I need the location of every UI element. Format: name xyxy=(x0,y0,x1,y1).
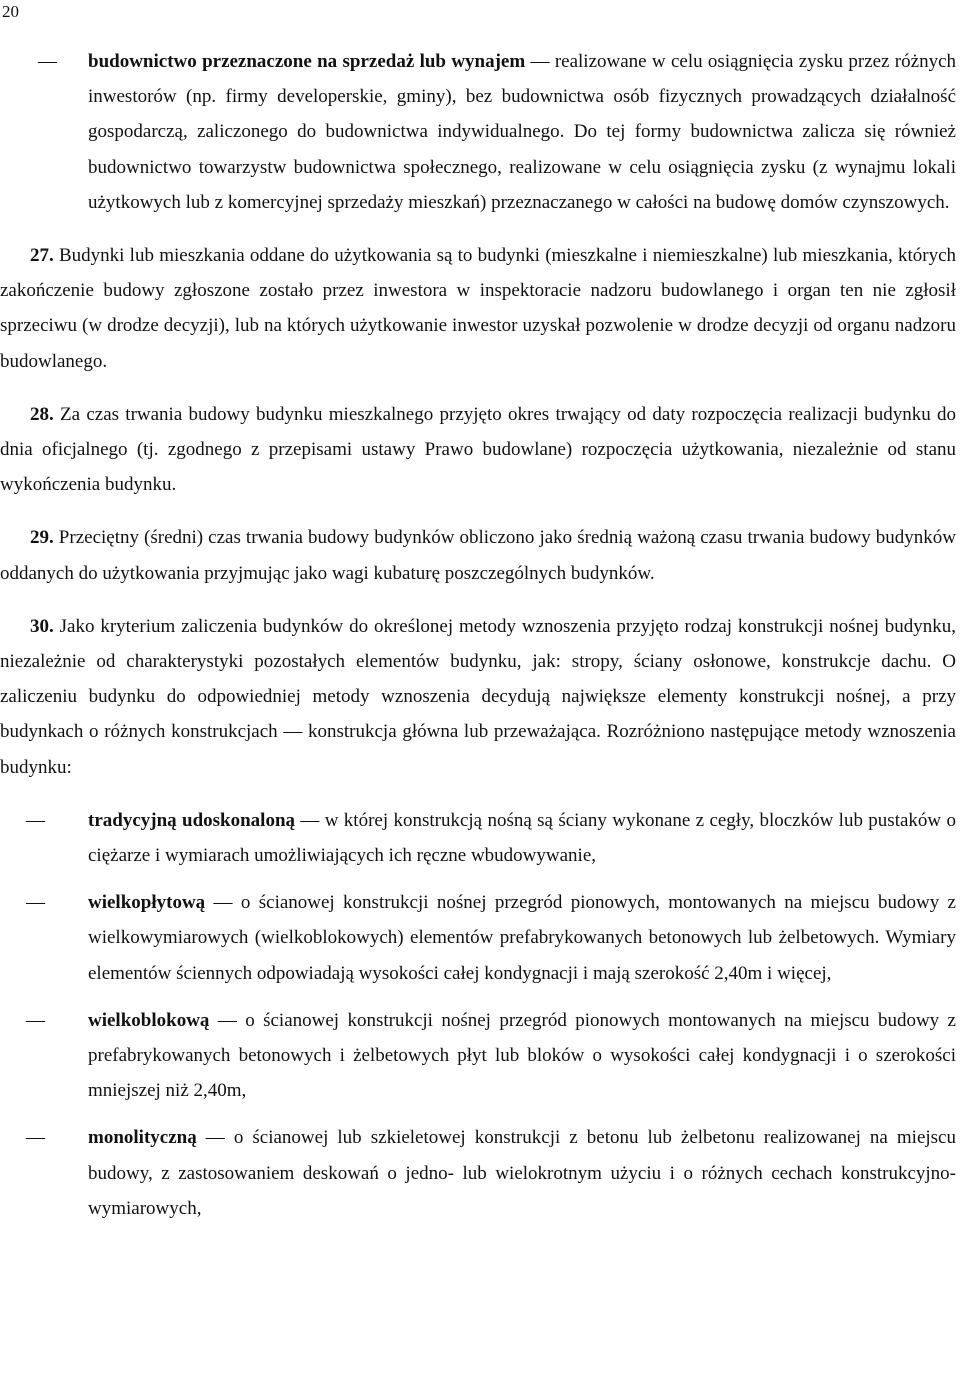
method-text: — o ścianowej konstrukcji nośnej przegród pionowych montowanych na miejscu budowy z prefabrykowanych betonowych i żelbetowych płyt lub bloków o wysokości całej kondygnacji i o szerokości mniejszej niż 2,40m, xyxy=(88,1009,956,1102)
method-term: tradycyjną udoskonaloną xyxy=(88,809,296,831)
paragraph-30 xyxy=(0,609,956,785)
em-dash-bullet: — xyxy=(26,1127,45,1149)
paragraph-27 xyxy=(0,238,956,379)
intro-list-item xyxy=(0,44,956,220)
paragraph-text: Jako kryterium zaliczenia budynków do określonej metody wznoszenia przyjęto rodzaj konstrukcji nośnej budynku, niezależnie od charakterystyki pozostałych elementów budynku, jak: stropy, ściany osłonowe, konstrukcje dachu. O zaliczeniu budynku do odpowiedniej metody wznoszenia decydują największe elementy konstrukcji nośnej, a przy budynkach o różnych konstrukcjach — konstrukcja główna lub przeważająca. Rozróżniono następujące metody wznoszenia budynku: xyxy=(0,615,956,778)
paragraph-28 xyxy=(0,397,956,503)
paragraph-number: 28. xyxy=(30,403,54,425)
em-dash-bullet: — xyxy=(26,1009,45,1031)
em-dash-bullet: — xyxy=(38,51,57,72)
paragraph-number: 30. xyxy=(30,615,54,637)
method-item-wielkoblokowa xyxy=(0,1003,956,1109)
paragraph-text: Przeciętny (średni) czas trwania budowy budynków obliczono jako średnią ważoną czasu trwania budowy budynków oddanych do użytkowania przyjmując jako wagi kubaturę poszczególnych budynków. xyxy=(0,527,956,584)
method-text: — o ścianowej lub szkieletowej konstrukcji z betonu lub żelbetonu realizowanej na miejscu budowy, z zastosowaniem deskowań o jedno- lub wielokrotnym użyciu i o różnych cechach konstrukcyjno-wymiarowych, xyxy=(88,1127,956,1219)
method-term: monolityczną xyxy=(88,1127,197,1149)
method-item-wielkoplytowa xyxy=(0,885,956,991)
paragraph-number: 27. xyxy=(30,245,54,267)
method-item-tradycyjna xyxy=(0,803,956,873)
paragraph-29 xyxy=(0,520,956,590)
page-number: 20 xyxy=(2,2,19,21)
document-body xyxy=(0,44,956,1238)
em-dash-bullet: — xyxy=(26,892,45,914)
em-dash-bullet: — xyxy=(26,809,45,831)
method-text: — o ścianowej konstrukcji nośnej przegród pionowych, montowanych na miejscu budowy z wielkowymiarowych (wielkoblokowych) elementów prefabrykowanych betonowych lub żelbetowych. Wymiary elementów ściennych odpowiadają wysokości całej kondygnacji i mają szerokość 2,40m i więcej, xyxy=(88,892,956,984)
paragraph-number: 29. xyxy=(30,527,54,549)
paragraph-text: Za czas trwania budowy budynku mieszkalnego przyjęto okres trwający od daty rozpoczęcia realizacji budynku do dnia oficjalnego (tj. zgodnego z przepisami ustawy Prawo budowlane) rozpoczęcia użytkowania, niezależnie od stanu wykończenia budynku. xyxy=(0,403,956,496)
method-text: — w której konstrukcją nośną są ściany wykonane z cegły, bloczków lub pustaków o ciężarze i wymiarach umożliwiających ich ręczne wbudowywanie, xyxy=(88,809,956,867)
intro-term: budownictwo przeznaczone na sprzedaż lub wynajem xyxy=(88,51,526,72)
paragraph-text: Budynki lub mieszkania oddane do użytkowania są to budynki (mieszkalne i niemieszkalne) lub mieszkania, których zakończenie budowy zgłoszone zostało przez inwestora w inspektoracie nadzoru budowlanego i organ ten nie zgłosił sprzeciwu (w drodze decyzji), lub na których użytkowanie inwestor uzyskał pozwolenie w drodze decyzji od organu nadzoru budowlanego. xyxy=(0,245,956,372)
method-term: wielkoblokową xyxy=(88,1009,210,1031)
method-term: wielkopłytową xyxy=(88,892,206,914)
intro-text: — realizowane w celu osiągnięcia zysku przez różnych inwestorów (np. firmy developerskie, gminy), bez budownictwa osób fizycznych prowadzących działalność gospodarczą, zaliczonego do budownictwa indywidualnego. Do tej formy budownictwa zalicza się również budownictwo towarzystw budownictwa społecznego, realizowane w celu osiągnięcia zysku (z wynajmu lokali użytkowych lub z komercyjnej sprzedaży mieszkań) przeznaczanego w całości na budowę domów czynszowych. xyxy=(88,51,956,213)
method-item-monolityczna xyxy=(0,1120,956,1226)
